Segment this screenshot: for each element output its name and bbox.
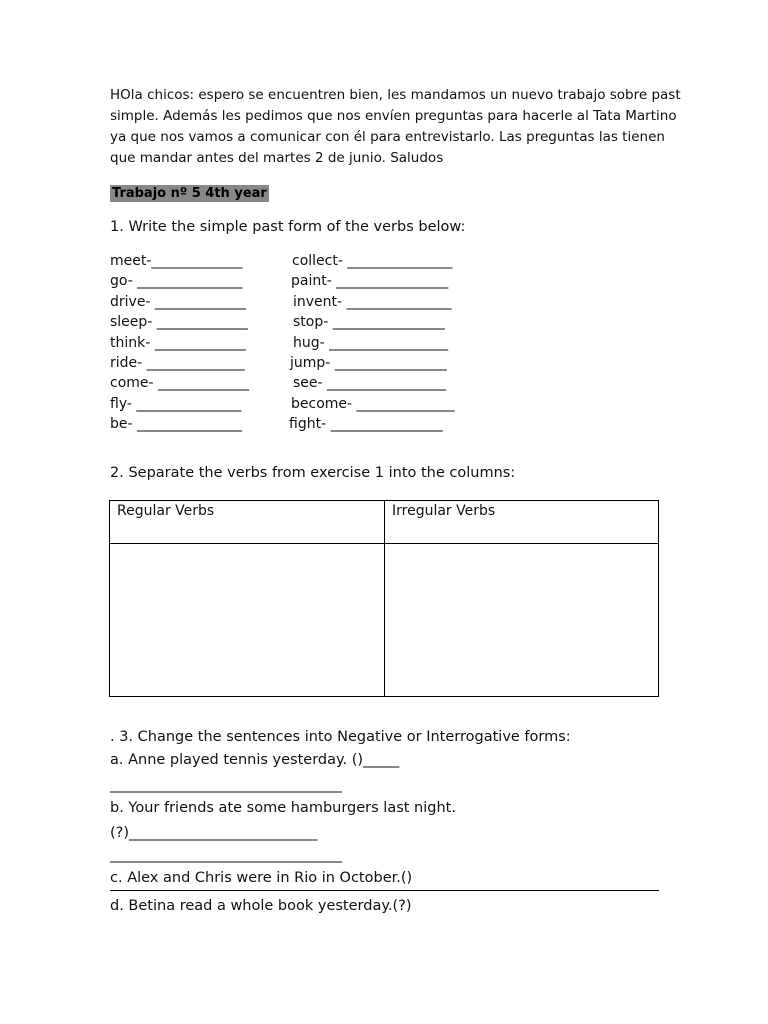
intro-line: HOla chicos: espero se encuentren bien, les mandamos un nuevo trabajo sobre past (110, 87, 681, 103)
answer-prompt-b: (?)__________________________ (110, 825, 318, 841)
regular-verbs-cell[interactable] (110, 544, 385, 697)
sentence-a: a. Anne played tennis yesterday. ()_____ (110, 752, 400, 768)
intro-message (110, 85, 681, 169)
irregular-verbs-cell[interactable] (385, 544, 659, 697)
irregular-verbs-header: Irregular Verbs (385, 501, 659, 544)
verb-blank-right: see- _________________ (293, 375, 447, 392)
intro-line: ya que nos vamos a comunicar con él para entrevistarlo. Las preguntas las tienen (110, 129, 665, 145)
answer-blank-b: ________________________________ (110, 847, 342, 863)
verb-blank-left: drive- _____________ (110, 293, 246, 310)
regular-verbs-header: Regular Verbs (110, 501, 385, 544)
verb-blank-left: come- _____________ (110, 375, 250, 392)
exercise-3-heading: . 3. Change the sentences into Negative or Interrogative forms: (110, 729, 571, 745)
sentence-c: c. Alex and Chris were in Rio in October.() (110, 870, 413, 886)
answer-line (110, 890, 659, 891)
exercise-2-heading: 2. Separate the verbs from exercise 1 into the columns: (110, 465, 516, 481)
verb-blank-right: collect- _______________ (292, 253, 453, 269)
sentence-d: d. Betina read a whole book yesterday.(?) (110, 898, 412, 914)
verb-blank-left: ride- ______________ (110, 354, 245, 371)
verb-blank-left: sleep- _____________ (110, 314, 248, 331)
verb-blank-left: be- _______________ (110, 416, 243, 433)
intro-line: que mandar antes del martes 2 de junio. Saludos (110, 150, 444, 166)
verb-blank-right: fight- ________________ (289, 416, 443, 433)
verb-columns-table (109, 500, 659, 697)
verb-blank-right: stop- ________________ (293, 314, 445, 331)
exercise-1-heading: 1. Write the simple past form of the verbs below: (110, 219, 466, 235)
worksheet-title: Trabajo nº 5 4th year (112, 186, 267, 201)
verb-blank-right: become- ______________ (291, 395, 455, 412)
verb-blank-left: meet-_____________ (110, 253, 243, 269)
sentence-b: b. Your friends ate some hamburgers last night. (110, 800, 456, 816)
verb-blank-right: hug- _________________ (293, 334, 449, 351)
verb-blank-right: paint- ________________ (291, 273, 449, 290)
intro-line: simple. Además les pedimos que nos envíen preguntas para hacerle al Tata Martino (110, 108, 677, 124)
verb-blank-left: go- _______________ (110, 273, 243, 290)
verb-blank-left: fly- _______________ (110, 395, 242, 412)
verb-blank-right: jump- ________________ (290, 354, 447, 371)
verb-blank-right: invent- _______________ (293, 293, 452, 310)
verb-blank-left: think- _____________ (110, 334, 246, 351)
answer-blank-a: ________________________________ (110, 777, 342, 793)
